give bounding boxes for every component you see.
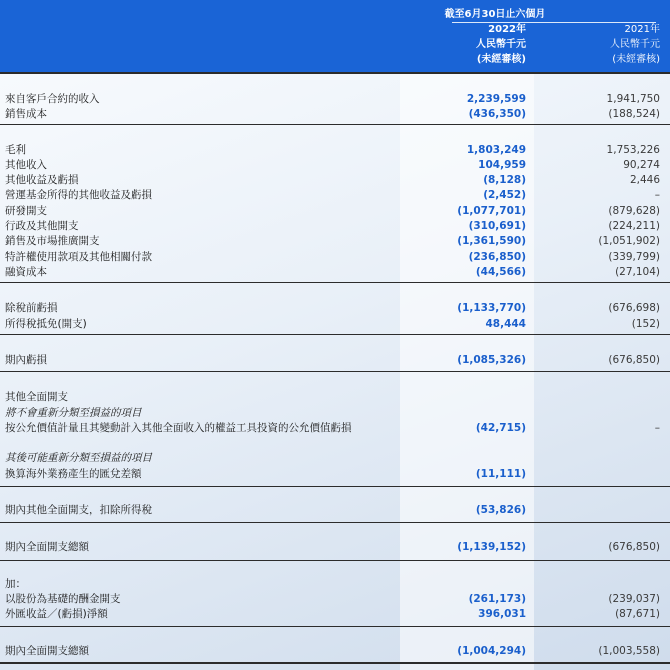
row-separator [0, 334, 670, 335]
table-row [0, 218, 670, 234]
row-label: 融資成本 [5, 266, 47, 278]
previous-period-value: (27,104) [615, 266, 660, 278]
table-row [0, 157, 670, 173]
table-row [0, 502, 670, 518]
row-separator [0, 486, 670, 487]
current-period-value: (1,077,701) [457, 205, 526, 217]
row-label: 按公允價值計量且其變動計入其他全面收入的權益工具投資的公允價值虧損 [5, 422, 352, 434]
row-label: 期內其他全面開支，扣除所得稅 [5, 504, 152, 516]
table-row [0, 420, 670, 436]
row-separator [0, 371, 670, 372]
row-label: 其後可能重新分類至損益的項目 [5, 452, 152, 464]
row-label: 研發開支 [5, 205, 47, 217]
row-separator [0, 282, 670, 283]
previous-period-value: 90,274 [623, 159, 660, 171]
row-label: 營運基金所得的其他收益及虧損 [5, 189, 152, 201]
current-period-value: (42,715) [475, 422, 526, 434]
table-row [0, 576, 670, 592]
row-separator [0, 662, 670, 664]
table-row [0, 187, 670, 203]
current-period-value: (11,111) [475, 468, 526, 480]
row-separator [0, 72, 670, 74]
previous-period-value: (339,799) [608, 251, 660, 263]
table-row [0, 91, 670, 107]
table-row [0, 450, 670, 466]
table-row [0, 316, 670, 332]
current-period-value: 2,239,599 [466, 93, 526, 105]
row-label: 期內全面開支總額 [5, 645, 89, 657]
current-period-value: (1,361,590) [457, 235, 526, 247]
row-label: 銷售成本 [5, 108, 47, 120]
row-label: 銷售及市場推廣開支 [5, 235, 100, 247]
row-label: 將不會重新分類至損益的項目 [5, 407, 142, 419]
table-row [0, 172, 670, 188]
current-period-value: 1,803,249 [466, 144, 526, 156]
row-label: 期內全面開支總額 [5, 541, 89, 553]
previous-period-value: (239,037) [608, 593, 660, 605]
current-period-value: (1,004,294) [457, 645, 526, 657]
current-period-value: (1,139,152) [457, 541, 526, 553]
previous-audit-note: (未經審核) [612, 54, 660, 65]
table-row [0, 233, 670, 249]
current-period-value: (1,085,326) [457, 354, 526, 366]
previous-period-value: 2,446 [629, 174, 660, 186]
previous-period-value: (676,698) [608, 302, 660, 314]
table-row [0, 389, 670, 405]
row-label: 換算海外業務產生的匯兌差額 [5, 468, 142, 480]
current-period-value: 48,444 [485, 318, 526, 330]
current-period-value: (53,826) [475, 504, 526, 516]
table-row [0, 405, 670, 421]
previous-period-value: (224,211) [608, 220, 660, 232]
row-label: 其他收入 [5, 159, 47, 171]
previous-year: 2021年 [624, 24, 660, 35]
current-period-value: (436,350) [468, 108, 526, 120]
current-period-value: (1,133,770) [457, 302, 526, 314]
current-year: 2022年 [488, 24, 526, 35]
current-unit: 人民幣千元 [476, 39, 526, 50]
table-row [0, 300, 670, 316]
row-separator [0, 124, 670, 125]
previous-period-value: (1,051,902) [598, 235, 660, 247]
table-row [0, 606, 670, 622]
row-separator [0, 560, 670, 561]
current-period-value: 104,959 [478, 159, 526, 171]
previous-unit: 人民幣千元 [610, 39, 660, 50]
table-row [0, 249, 670, 265]
row-label: 毛利 [5, 144, 26, 156]
row-label: 其他收益及虧損 [5, 174, 79, 186]
period-heading: 截至6月30日止六個月 [444, 9, 546, 20]
current-period-value: (310,691) [468, 220, 526, 232]
row-separator [0, 522, 670, 523]
previous-period-value: (152) [631, 318, 660, 330]
table-row [0, 352, 670, 368]
table-row [0, 539, 670, 555]
row-label: 外匯收益／(虧損)淨額 [5, 608, 108, 620]
previous-period-value: – [654, 189, 660, 201]
current-audit-note: (未經審核) [476, 54, 526, 65]
row-label: 除稅前虧損 [5, 302, 58, 314]
current-period-value: (44,566) [475, 266, 526, 278]
row-label: 加： [5, 578, 26, 590]
current-period-value: (261,173) [468, 593, 526, 605]
row-label: 特許權使用款項及其他相關付款 [5, 251, 152, 263]
row-separator [0, 626, 670, 627]
previous-period-value: (188,524) [608, 108, 660, 120]
previous-period-value: (87,671) [615, 608, 660, 620]
row-label: 所得稅抵免(開支) [5, 318, 87, 330]
previous-period-value: (676,850) [608, 541, 660, 553]
current-period-value: (2,452) [483, 189, 526, 201]
current-period-value: 396,031 [478, 608, 526, 620]
previous-period-value: (1,003,558) [598, 645, 660, 657]
table-row [0, 264, 670, 280]
table-row [0, 643, 670, 659]
previous-period-value: 1,753,226 [606, 144, 660, 156]
current-period-value: (236,850) [468, 251, 526, 263]
table-row [0, 142, 670, 158]
row-label: 行政及其他開支 [5, 220, 79, 232]
current-period-value: (8,128) [483, 174, 526, 186]
row-label: 來自客戶合約的收入 [5, 93, 100, 105]
table-row [0, 591, 670, 607]
table-row [0, 106, 670, 122]
previous-period-value: 1,941,750 [606, 93, 660, 105]
table-row [0, 466, 670, 482]
row-label: 其他全面開支 [5, 391, 68, 403]
row-label: 期內虧損 [5, 354, 47, 366]
previous-period-value: – [654, 422, 660, 434]
row-label: 以股份為基礎的酬金開支 [5, 593, 121, 605]
previous-period-value: (879,628) [608, 205, 660, 217]
previous-period-value: (676,850) [608, 354, 660, 366]
table-row [0, 203, 670, 219]
